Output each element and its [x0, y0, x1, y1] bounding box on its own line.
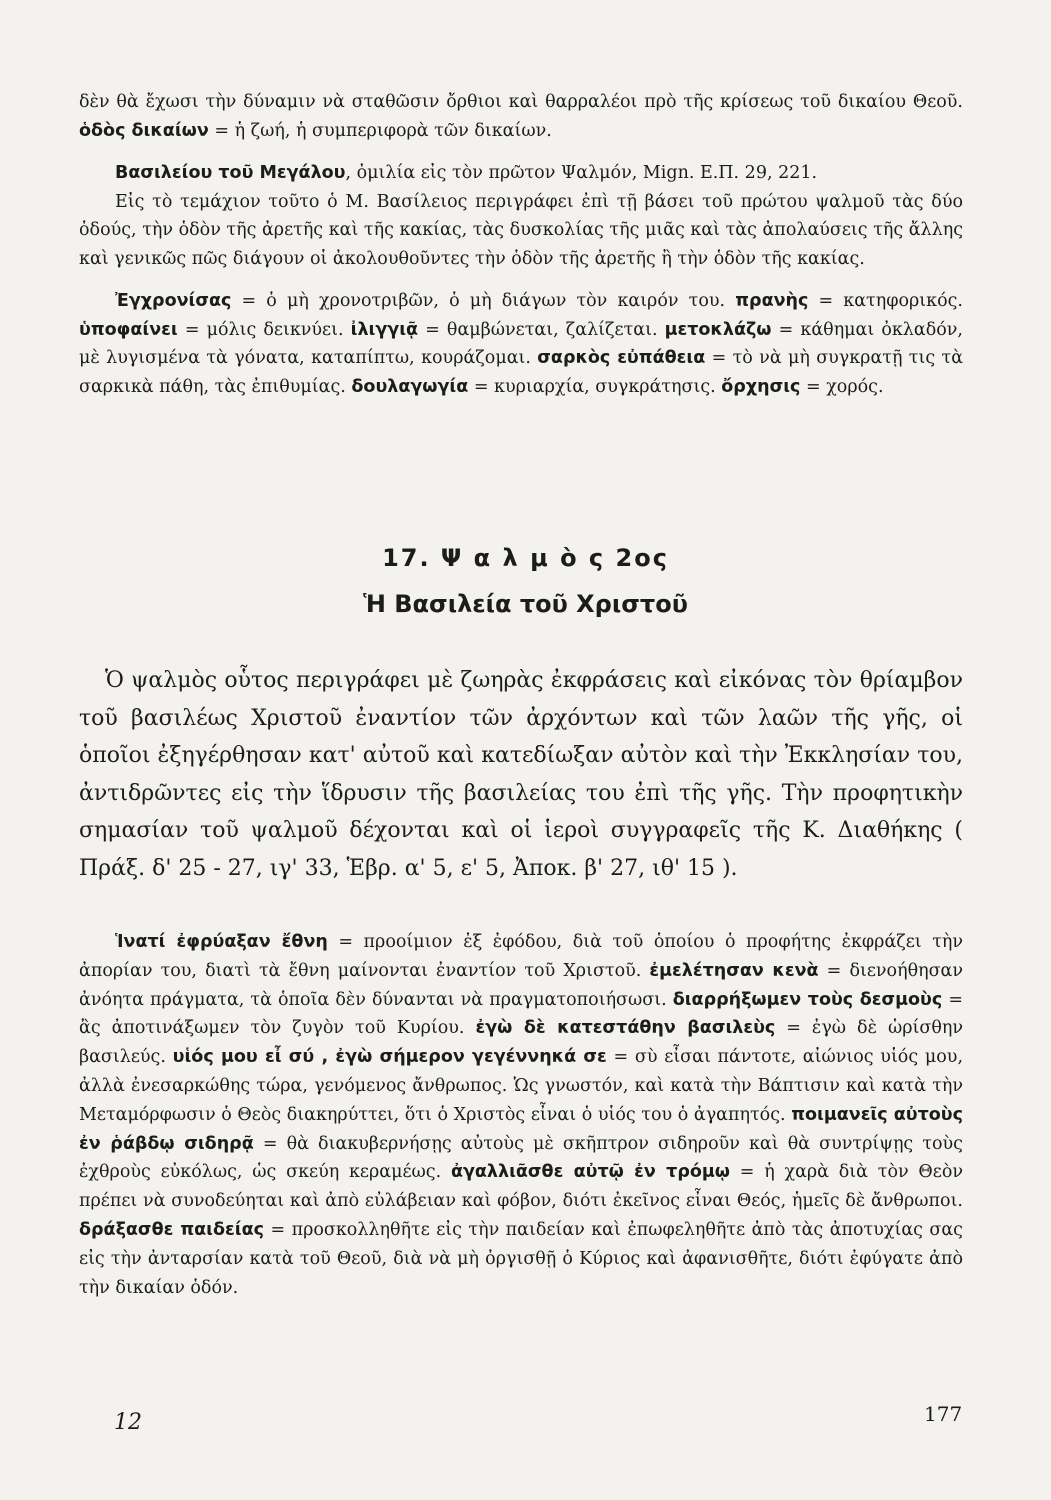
- summary-paragraph: [79, 188, 963, 274]
- text: Εἰς τὸ τεμάχιον τοῦτο ὁ Μ. Βασίλειος περιγράφει ἐπὶ τῇ βάσει τοῦ πρώτου ψαλμοῦ τὰς δύο ὁδούς, τὴν ὁδὸν τῆς ἀρετῆς καὶ τῆς κακίας, τὰς δυσκολίας τῆς μιᾶς καὶ τὰς ἀπολαύσεις τῆς ἄλλης καὶ γενικῶς πῶς διάγουν οἱ ἀκολουθοῦντες τὴν ὁδὸν τῆς ἀρετῆς ἢ τὴν ὁδὸν τῆς κακίας.: [79, 191, 963, 269]
- gloss-term: ὑποφαίνει: [79, 319, 178, 340]
- gloss-def: = κάθημαι ὀκλαδόν, μὲ λυγισμένα τὰ γόνατα, καταπίπτω, κουράζομαι.: [79, 319, 963, 368]
- gloss-term: ποιμανεῖς αὐτοὺς ἐν ῥάβδῳ σιδηρᾷ: [79, 1104, 963, 1154]
- commentary-section-2: [79, 928, 963, 1302]
- gloss-term: ἐμελέτησαν κενὰ: [649, 960, 819, 981]
- gloss-term: Ἐγχρονίσας: [115, 291, 232, 311]
- gloss-term: δράξασθε παιδείας: [79, 1219, 264, 1240]
- gloss-def: = διενοήθησαν ἀνόητα πράγματα, τὰ ὁποῖα δὲν δύνανται νὰ πραγματοποιήσωσι.: [79, 960, 963, 1010]
- gloss-term: υἱός μου εἶ σύ , ἐγὼ σήμερον γεγέννηκά σε: [172, 1047, 607, 1068]
- gloss-def: = χορός.: [800, 376, 884, 397]
- signature-mark: 12: [114, 1410, 142, 1435]
- gloss-def: = κυριαρχία, συγκράτησις.: [468, 376, 722, 397]
- gloss-term: δουλαγωγία: [351, 376, 469, 397]
- psalm-heading: 17. Ψ α λ μ ὸ ς 2ος: [382, 544, 669, 572]
- glossary-paragraph: [79, 287, 963, 401]
- gloss-term: ὄρχησις: [721, 376, 801, 397]
- gloss-def: = θαμβώνεται, ζαλίζεται.: [418, 319, 665, 340]
- glossary-paragraph: [79, 928, 963, 1302]
- citation-ref: , ὁμιλία εἰς τὸν πρῶτον Ψαλμόν, Mign. Ε.Π. 29, 221.: [345, 163, 818, 183]
- gloss-def: = κατηφορικός.: [808, 291, 963, 311]
- gloss-term: ἰλιγγιᾷ: [350, 319, 419, 340]
- author-name: Βασιλείου τοῦ Μεγάλου: [115, 163, 346, 183]
- gloss-def: = ἂς ἀποτινάξωμεν τὸν ζυγὸν τοῦ Κυρίου.: [79, 989, 964, 1039]
- gloss-def: = ὁ μὴ χρονοτριβῶν, ὁ μὴ διάγων τὸν καιρόν του.: [231, 291, 736, 311]
- gloss-def: = θὰ διακυβερνήσῃς αὐτοὺς μὲ σκῆπτρον σιδηροῦν καὶ θὰ συντρίψῃς τοὺς ἐχθροὺς εὐκόλως, ὡς σκεύη κεραμέως.: [79, 1133, 963, 1183]
- commentary-section-1: [79, 88, 963, 401]
- psalm-subtitle: Ἡ Βασιλεία τοῦ Χριστοῦ: [363, 590, 688, 618]
- text: δὲν θὰ ἔχωσι τὴν δύναμιν νὰ σταθῶσιν ὄρθιοι καὶ θαρραλέοι πρὸ τῆς κρίσεως τοῦ δικαίου Θεοῦ.: [79, 92, 963, 112]
- gloss-term: πρανὴς: [735, 291, 809, 311]
- gloss-term: ἀγαλλιᾶσθε αὐτῷ ἐν τρόμῳ: [450, 1162, 730, 1183]
- gloss-term: ὁδὸς δικαίων: [79, 120, 209, 141]
- gloss-term: Ἱνατί ἐφρύαξαν ἔθνη: [115, 932, 328, 952]
- gloss-def: = ἡ χαρὰ διὰ τὸν Θεὸν πρέπει νὰ συνοδεύηται καὶ ἀπὸ εὐλάβειαν καὶ φόβον, διότι ἐκεῖνος εἶναι Θεός, ἡμεῖς δὲ ἄνθρωποι.: [79, 1162, 964, 1212]
- gloss-term: μετοκλάζω: [664, 319, 772, 340]
- gloss-def: = ἐγὼ δὲ ὡρίσθην βασιλεύς.: [79, 1018, 963, 1068]
- gloss-def: = τὸ νὰ μὴ συγκρατῇ τις τὰ σαρκικὰ πάθη, τὰς ἐπιθυμίας.: [79, 348, 964, 397]
- intro-paragraph: Ὁ ψαλμὸς οὗτος περιγράφει μὲ ζωηρὰς ἐκφράσεις καὶ εἰκόνας τὸν θρίαμβον τοῦ βασιλέως Χριστοῦ ἐναντίον τῶν ἀρχόντων καὶ τῶν λαῶν τῆς γῆς, οἱ ὁποῖοι ἐξηγέρθησαν κατ' αὐτοῦ καὶ κατεδίωξαν αὐτὸν καὶ τὴν Ἐκκλησίαν του, ἀντιδρῶντες εἰς τὴν ἵδρυσιν τῆς βασιλείας του ἐπὶ τῆς γῆς. Τὴν προφητικὴν σημασίαν τοῦ ψαλμοῦ δέχονται καὶ οἱ ἱεροὶ συγγραφεῖς τῆς Κ. Διαθήκης ( Πράξ. δ' 25 - 27, ιγ' 33, Ἑβρ. α' 5, ε' 5, Ἀποκ. β' 27, ιθ' 15 ).: [79, 668, 963, 881]
- gloss-def: = μόλις δεικνύει.: [177, 319, 351, 340]
- psalm-introduction: [79, 662, 963, 887]
- gloss-def: = προσκολληθῆτε εἰς τὴν παιδείαν καὶ ἐπωφεληθῆτε ἀπὸ τὰς ἀποτυχίας σας εἰς τὴν ἀνταρσίαν κατὰ τοῦ Θεοῦ, διὰ νὰ μὴ ὀργισθῇ ὁ Κύριος καὶ ἀφανισθῆτε, διότι ἐφύγατε ἀπὸ τὴν δικαίαν ὁδόν.: [79, 1219, 963, 1298]
- gloss-term: σαρκὸς εὐπάθεια: [537, 348, 706, 368]
- gloss-term: διαρρήξωμεν τοὺς δεσμοὺς: [672, 989, 943, 1010]
- source-citation: [79, 159, 963, 188]
- gloss-def: = ἡ ζωή, ἡ συμπεριφορὰ τῶν δικαίων.: [208, 120, 552, 141]
- gloss-def: = σὺ εἶσαι πάντοτε, αἰώνιος υἱός μου, ἀλλὰ ἐνεσαρκώθης τώρα, γενόμενος ἄνθρωπος. Ὡς γνωστόν, καὶ κατὰ τὴν Βάπτισιν καὶ κατὰ τὴν Μεταμόρφωσιν ὁ Θεὸς διακηρύττει, ὅτι ὁ Χριστὸς εἶναι ὁ υἱός του ὁ ἀγαπητός.: [79, 1047, 964, 1125]
- gloss-def: = προοίμιον ἐξ ἐφόδου, διὰ τοῦ ὁποίου ὁ προφήτης ἐκφράζει τὴν ἀπορίαν του, διατὶ τὰ ἔθνη μαίνονται ἐναντίον τοῦ Χριστοῦ.: [79, 932, 963, 981]
- paragraph-continuation: [79, 88, 963, 145]
- gloss-term: ἐγὼ δὲ κατεστάθην βασιλεὺς: [475, 1018, 776, 1039]
- page-number: 177: [924, 1402, 963, 1426]
